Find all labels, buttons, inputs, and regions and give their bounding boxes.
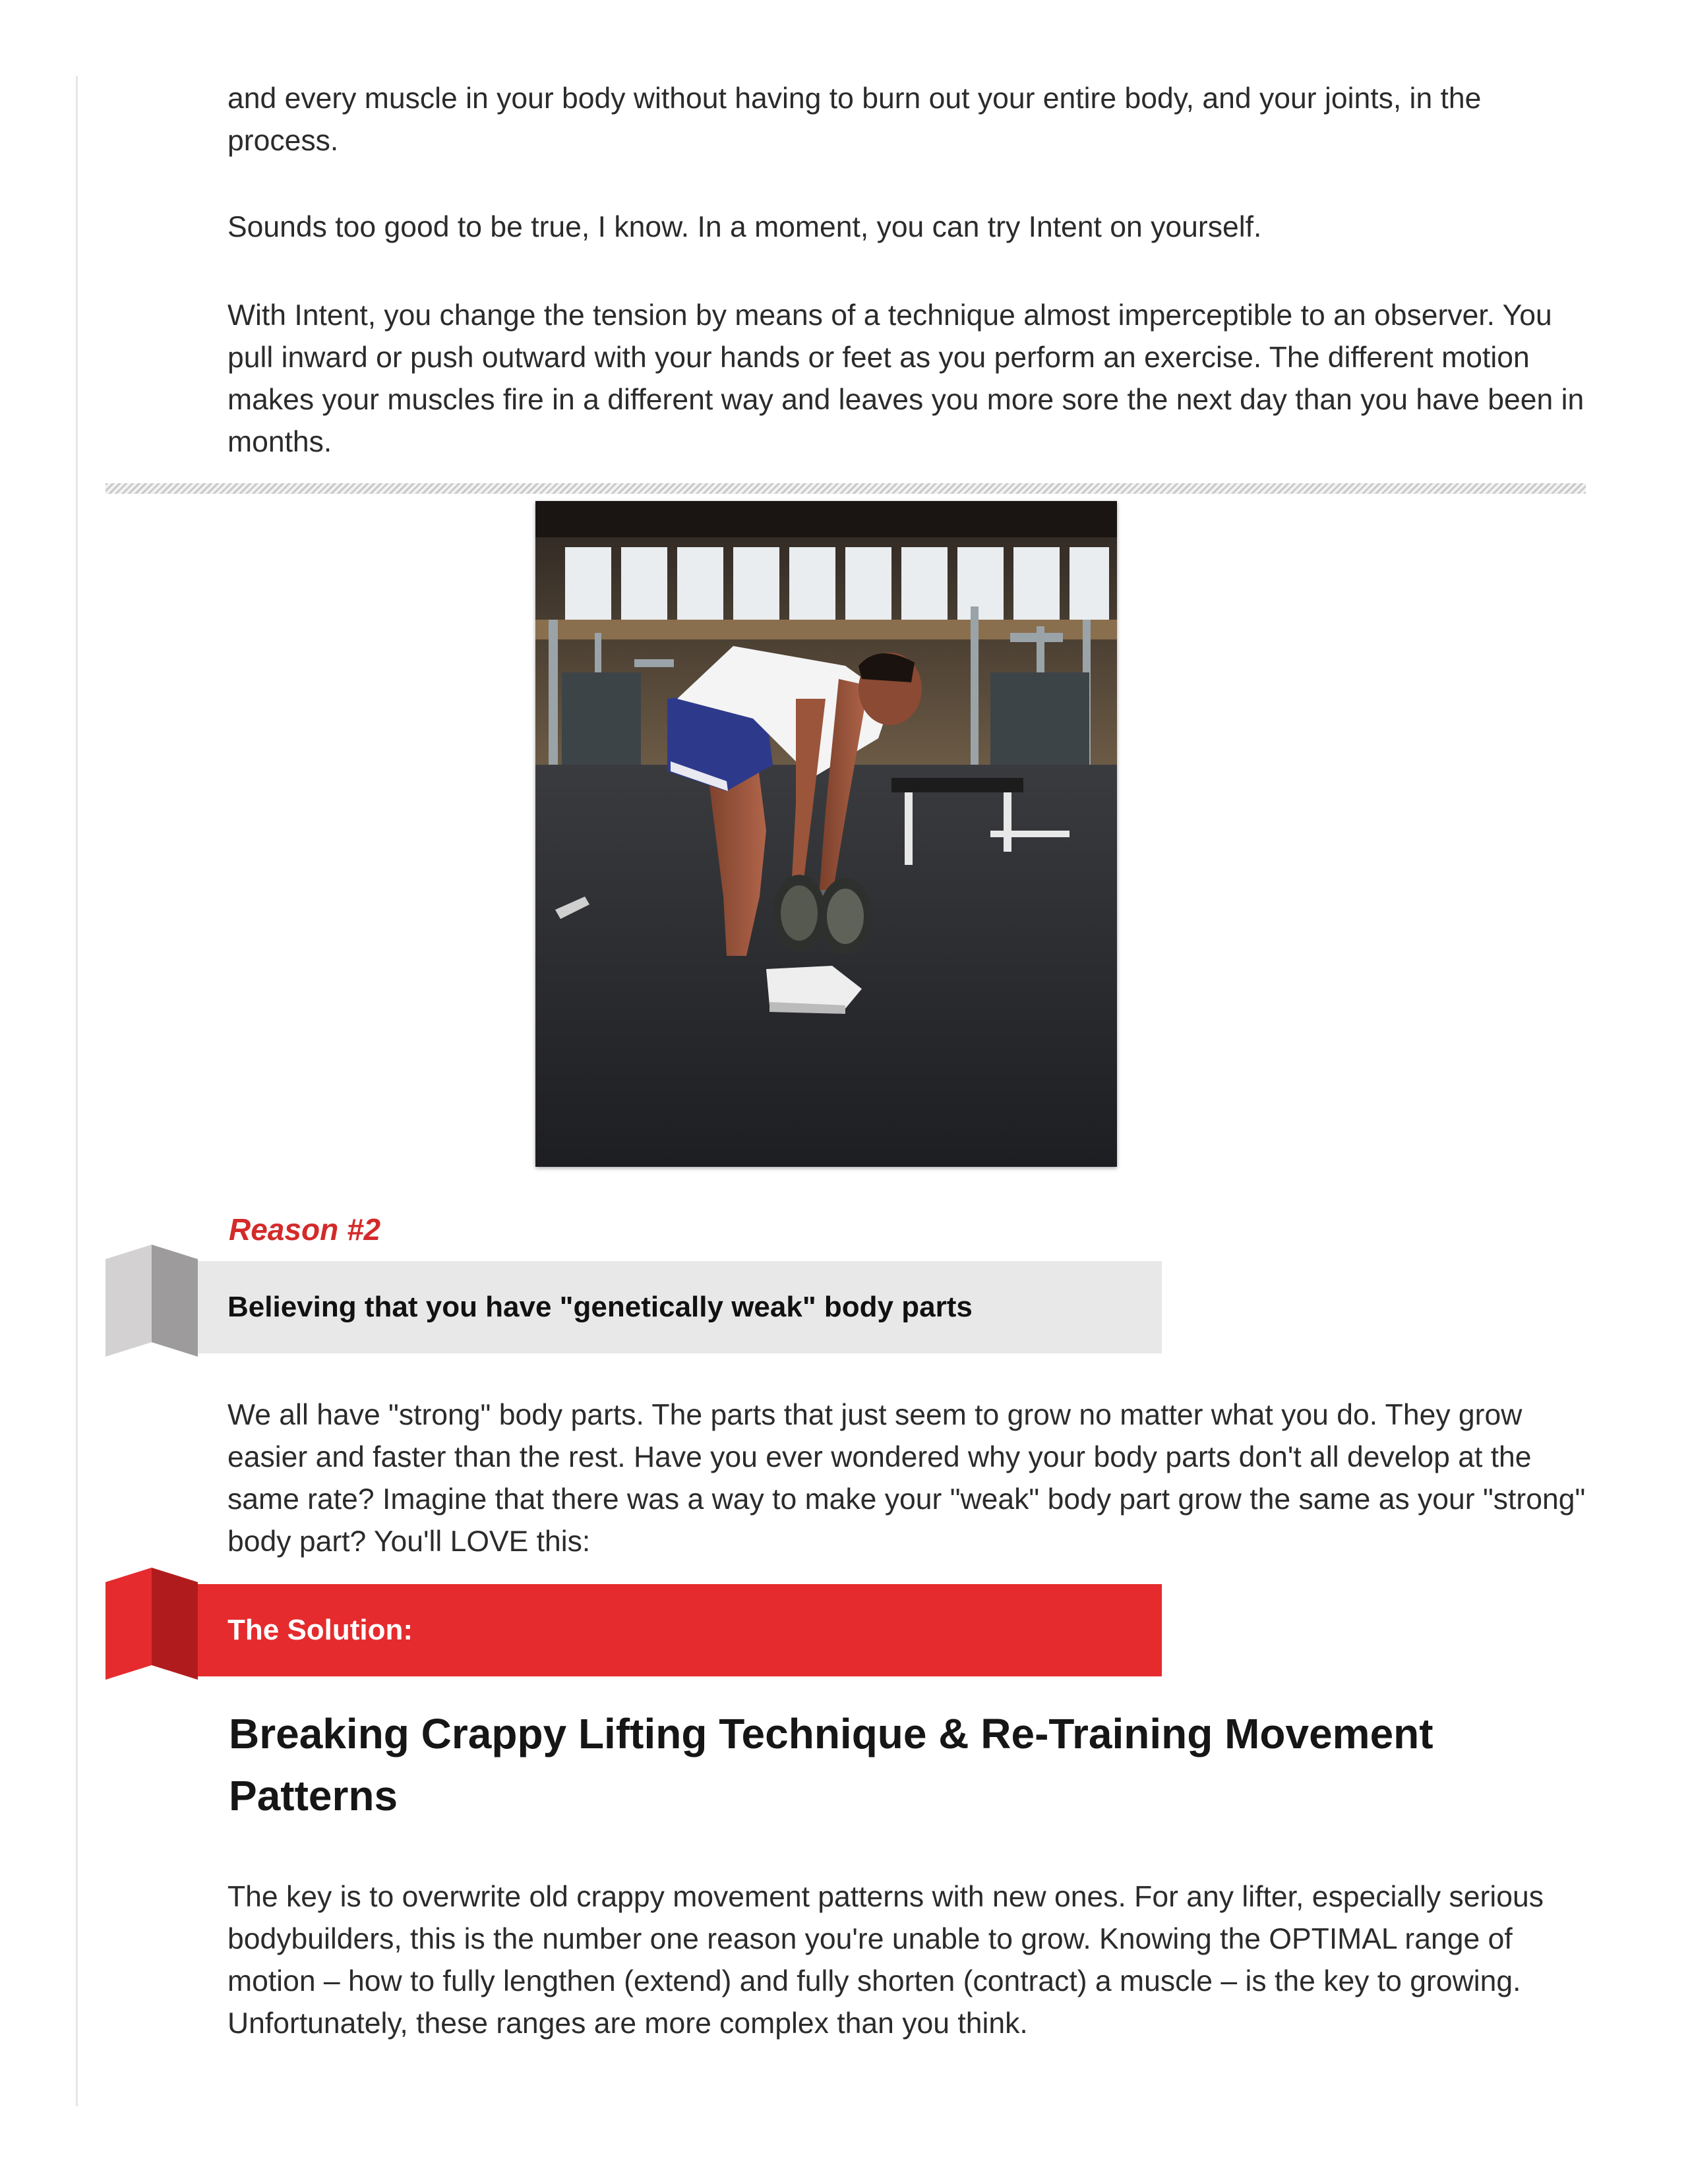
intro-paragraph-3: With Intent, you change the tension by means of a technique almost imperceptible to an observer. You pull inward or push outward with your hands or feet as you perform an exercise. The different motion makes your muscles fire in a different way and leaves you more sore the next day than you have been in months. <box>227 299 1584 458</box>
solution-heading: Breaking Crappy Lifting Technique & Re-Training Movement Patterns <box>229 1710 1433 1819</box>
red-banner-fold <box>106 1568 201 1680</box>
reason-label: Reason #2 <box>229 1212 381 1247</box>
solution-body-paragraph: The key is to overwrite old crappy movement patterns with new ones. For any lifter, especially serious bodybuilders, this is the number one reason you're unable to grow. Knowing the OPTIMAL range of motion – how to fully lengthen (extend) and fully shorten (contract) a muscle – is the key to growing. Unfortunately, these ranges are more complex than you think. <box>227 1881 1544 2040</box>
reason-title-banner <box>198 1261 1162 1353</box>
reason-body-paragraph: We all have "strong" body parts. The parts that just seem to grow no matter what you do. They grow easier and faster than the rest. Have you ever wondered why your body parts don't all develop at the same rate? Imagine that there was a way to make your "weak" body part grow the same as your "strong" body part? You'll LOVE this: <box>227 1399 1586 1558</box>
grey-banner-fold <box>106 1245 201 1357</box>
intro-paragraph-2: Sounds too good to be true, I know. In a moment, you can try Intent on yourself. <box>227 211 1262 243</box>
reason-title: Believing that you have "genetically weak" body parts <box>227 1291 973 1323</box>
intro-paragraph-1: and every muscle in your body without having to burn out your entire body, and your joints, in the process. <box>227 82 1482 157</box>
gym-deadlift-photo <box>535 501 1117 1167</box>
solution-banner <box>198 1584 1162 1676</box>
hatched-divider <box>106 483 1586 494</box>
left-margin-rule <box>76 76 78 2106</box>
solution-label: The Solution: <box>227 1614 413 1646</box>
